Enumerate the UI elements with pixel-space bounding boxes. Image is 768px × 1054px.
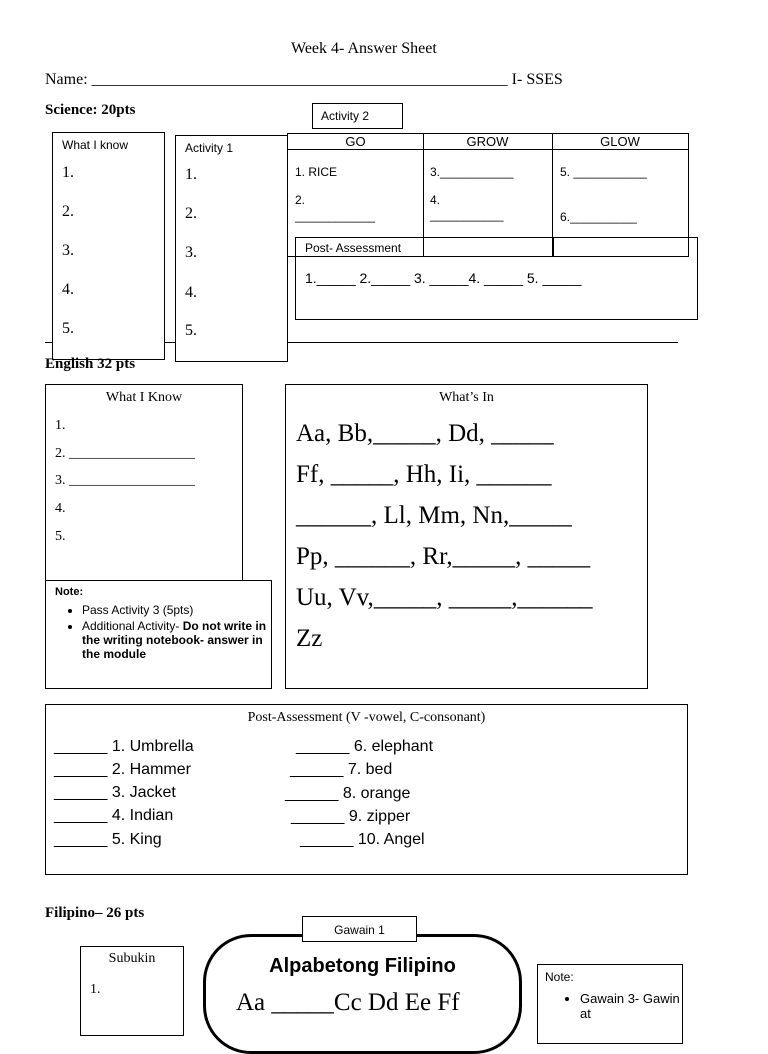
english-note-item: • Additional Activity- Do not write in the writing notebook- answer in the module (82, 619, 271, 661)
english-wik-item[interactable]: 2. __________________ (55, 446, 195, 461)
pa-left-item[interactable]: ______ 5. King (54, 831, 162, 848)
alphabet-line[interactable]: Pp, ______, Rr,_____, _____ (296, 543, 591, 570)
english-note-label: Note: (55, 586, 84, 598)
subukin-item[interactable]: 1. (90, 982, 101, 997)
grow-blank[interactable]: ___________ (430, 208, 504, 222)
science-activity1-box (175, 135, 288, 362)
filipino-note-label: Note: (545, 970, 574, 984)
pa-left-item[interactable]: ______ 4. Indian (54, 807, 174, 824)
science-act1-item[interactable]: 5. (185, 322, 197, 339)
pa-right-item[interactable]: ______ 8. orange (285, 785, 411, 802)
post-assessment-answers[interactable]: 1._____ 2._____ 3. _____4. _____ 5. _____ (305, 270, 582, 286)
col-header-glow: GLOW (600, 134, 640, 149)
english-post-assessment-box (45, 704, 688, 875)
pa-left-item[interactable]: ______ 3. Jacket (54, 784, 176, 801)
activity2-label-box (312, 103, 403, 129)
science-what-i-know-title: What I know (62, 138, 129, 152)
pa-right-item[interactable]: ______ 7. bed (290, 761, 393, 778)
glow-item[interactable]: 5. ___________ (560, 165, 647, 179)
english-wik-item[interactable]: 3. __________________ (55, 473, 195, 488)
school-label: I- SSES (511, 71, 563, 88)
name-line (45, 71, 563, 89)
filipino-heading: Filipino– 26 pts (45, 905, 145, 921)
gawain1-rounded-box (203, 934, 522, 1054)
alphabet-line: Zz (296, 625, 323, 652)
col-header-grow: GROW (466, 134, 509, 149)
grow-item[interactable]: 3.___________ (430, 165, 514, 179)
english-note-item: • Pass Activity 3 (5pts) (82, 603, 271, 617)
science-wik-item[interactable]: 5. (62, 320, 74, 337)
gawain1-alphabet-line[interactable]: Aa _____Cc Dd Ee Ff (236, 989, 460, 1016)
english-note-box (45, 580, 272, 689)
science-act1-item[interactable]: 4. (185, 284, 197, 301)
gawain1-title: Alpabetong Filipino (269, 955, 456, 977)
whats-in-title: What’s In (439, 390, 494, 405)
grow-item: 4. (430, 193, 441, 207)
science-post-assessment-box (295, 237, 698, 320)
science-wik-item[interactable]: 3. (62, 242, 74, 259)
english-post-assessment-title: Post-Assessment (V -vowel, C-consonant) (247, 710, 486, 725)
name-blank[interactable]: ____________________________________________________ (91, 71, 508, 88)
english-wik-item[interactable]: 5. (55, 529, 66, 544)
page-title: Week 4- Answer Sheet (291, 40, 437, 57)
english-wik-item[interactable]: 1. (55, 418, 66, 433)
name-label: Name: (45, 71, 92, 88)
science-act1-item[interactable]: 3. (185, 244, 197, 261)
filipino-note-box (537, 964, 683, 1044)
science-act1-item[interactable]: 1. (185, 166, 197, 183)
gawain1-label-box (302, 916, 417, 942)
post-assessment-title: Post- Assessment (305, 241, 402, 255)
alphabet-line[interactable]: Ff, _____, Hh, Ii, ______ (296, 461, 552, 488)
pa-right-item[interactable]: ______ 10. Angel (300, 831, 425, 848)
pa-left-item[interactable]: ______ 2. Hammer (54, 761, 191, 778)
filipino-note-item: • Gawain 3- Gawin at (580, 991, 682, 1021)
english-what-i-know-title: What I Know (105, 390, 183, 405)
alphabet-line[interactable]: Aa, Bb,_____, Dd, _____ (296, 420, 554, 447)
pa-right-item[interactable]: ______ 9. zipper (291, 808, 411, 825)
science-heading: Science: 20pts (45, 102, 136, 118)
pa-left-item[interactable]: ______ 1. Umbrella (54, 738, 194, 755)
english-heading: English 32 pts (45, 356, 136, 372)
subukin-title: Subukin (108, 951, 156, 966)
go-item: 2. (295, 193, 306, 207)
activity2-label: Activity 2 (321, 109, 370, 123)
science-wik-item[interactable]: 2. (62, 203, 74, 220)
science-wik-item[interactable]: 4. (62, 281, 74, 298)
science-wik-item[interactable]: 1. (62, 164, 74, 181)
alphabet-line[interactable]: ______, Ll, Mm, Nn,_____ (296, 502, 572, 529)
english-what-i-know-box (45, 384, 243, 584)
science-what-i-know-box (52, 132, 165, 360)
pa-right-item[interactable]: ______ 6. elephant (296, 738, 434, 755)
science-act1-item[interactable]: 2. (185, 205, 197, 222)
subukin-box (80, 946, 184, 1036)
go-item: 1. RICE (295, 165, 338, 179)
go-blank[interactable]: ____________ (295, 209, 376, 223)
whats-in-box (285, 384, 648, 689)
alphabet-line[interactable]: Uu, Vv,_____, _____,______ (296, 584, 593, 611)
col-header-go: GO (345, 134, 366, 149)
science-activity1-title: Activity 1 (185, 141, 234, 155)
gawain1-label: Gawain 1 (334, 923, 385, 937)
english-wik-item[interactable]: 4. (55, 501, 66, 516)
glow-item[interactable]: 6.__________ (560, 210, 637, 224)
